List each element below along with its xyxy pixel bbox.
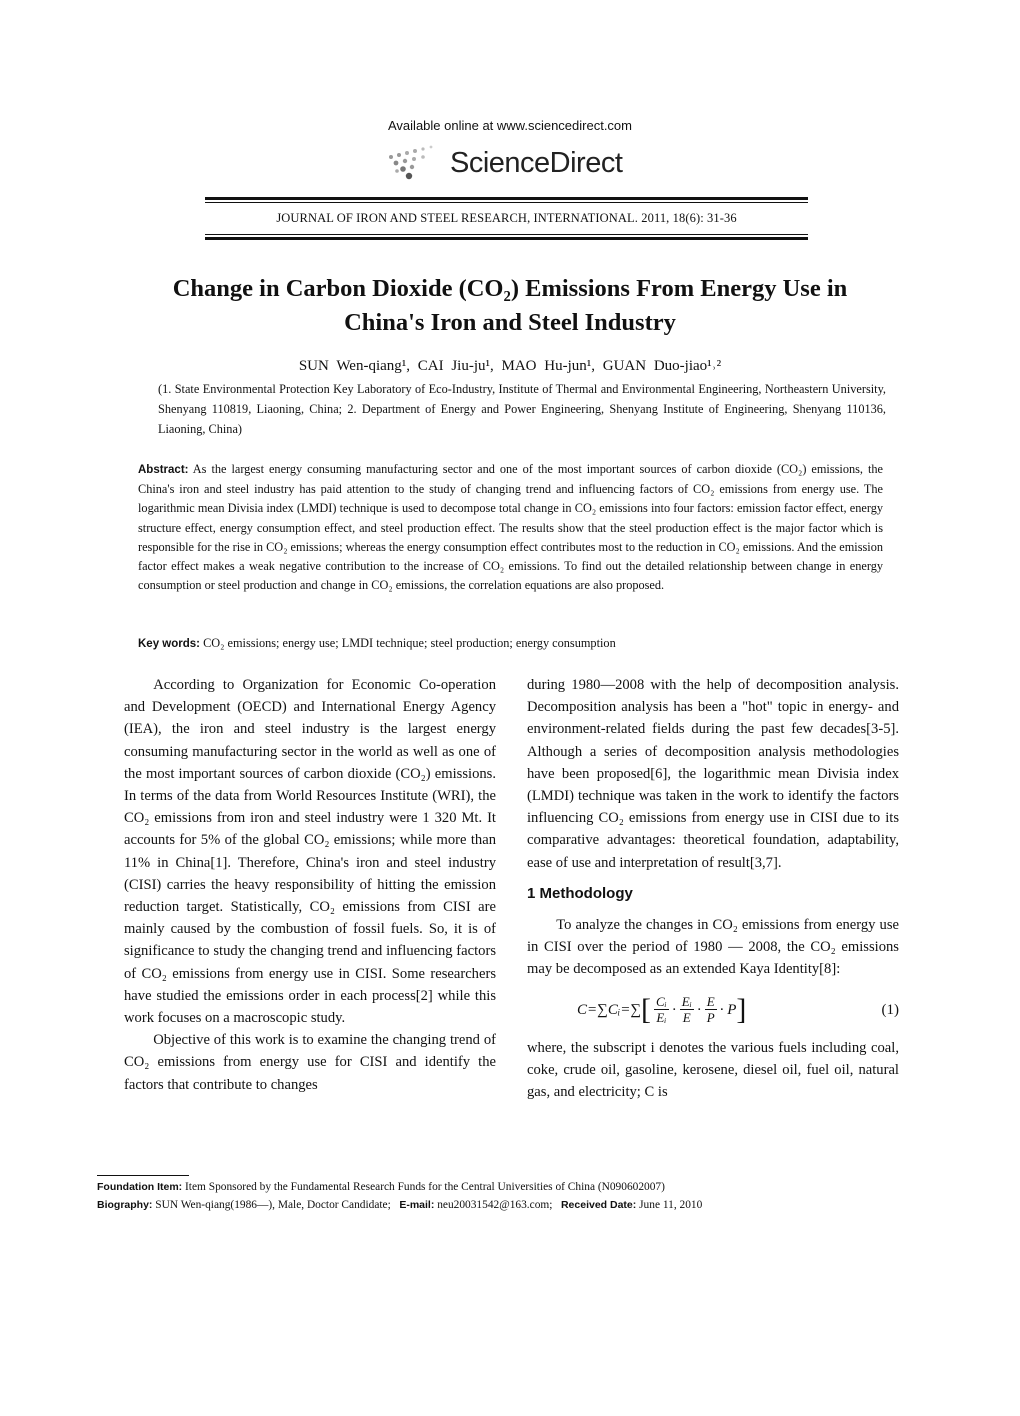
equation-bracket-right: ]: [736, 992, 747, 1026]
equation-tail: · P: [719, 1001, 737, 1018]
sciencedirect-logo-text: ScienceDirect: [450, 147, 623, 179]
title-line-1: Change in Carbon Dioxide (CO₂) Emissions From Energy Use in: [172, 275, 848, 302]
keywords-label: Key words:: [138, 638, 200, 650]
biography-label: Biography:: [97, 1199, 153, 1211]
header-rule-top-thin: [205, 202, 808, 203]
biography-footnote: [97, 1199, 927, 1211]
equation-dot: ·: [671, 1001, 677, 1018]
received-date: June 11, 2010: [639, 1199, 703, 1211]
equation-number: (1): [881, 1001, 899, 1018]
fraction-3-denominator: P: [706, 1010, 715, 1026]
section-heading-methodology: 1 Methodology: [527, 884, 633, 902]
equation-fraction-1: [654, 994, 669, 1025]
fraction-2-denominator: E: [682, 1010, 691, 1026]
equation-dot: ·: [696, 1001, 702, 1018]
fraction-3-numerator: E: [706, 994, 715, 1010]
affiliations: (1. State Environmental Protection Key Laboratory of Eco-Industry, Institute of Thermal and Environmental Engineering, Northeastern University, Shenyang 110819, Liaoning, China; 2. Department of Energy and Power Engineering, Shenyang Institute of Engineering, Shenyang 110136, Liaoning, China): [158, 382, 886, 436]
equation-fraction-2: [680, 994, 694, 1025]
left-column: [124, 674, 496, 1096]
footnote-rule: [97, 1175, 189, 1176]
equation-1: [527, 985, 899, 1035]
header-rule-bottom: [205, 237, 808, 240]
received-label: Received Date:: [560, 1199, 637, 1211]
keywords-text: CO₂ emissions; energy use; LMDI technique; steel production; energy consumption: [203, 636, 616, 650]
right-column: [527, 674, 899, 1103]
sciencedirect-logo: [385, 143, 645, 185]
title-line-2: China's Iron and Steel Industry: [344, 309, 676, 336]
author-list: SUN Wen-qiang¹, CAI Jiu-ju¹, MAO Hu-jun¹, GUAN Duo-jiao¹˒²: [298, 358, 722, 374]
email-label: E-mail:: [399, 1199, 435, 1211]
equation-lhs: C=∑Cᵢ=∑: [577, 1001, 642, 1018]
header-rule-bottom-thin: [205, 234, 808, 235]
foundation-text: Item Sponsored by the Fundamental Research Funds for the Central Universities of China (N090602007): [185, 1181, 665, 1193]
fraction-2-numerator: Eᵢ: [681, 994, 692, 1010]
sciencedirect-dots-icon: [385, 143, 447, 183]
foundation-label: Foundation Item:: [97, 1181, 183, 1193]
abstract-text: As the largest energy consuming manufacturing sector and one of the most important sources of carbon dioxide (CO₂) emissions, the China's iron and steel industry has paid attention to the study of changing trend and influencing factors of CO₂ emissions from energy use. The logarithmic mean Divisia index (LMDI) technique is used to decompose total change in CO₂ emissions into four factors: emission factor effect, energy structure effect, energy consumption effect, and steel production effect. The results show that the steel production effect is the major factor which is responsible for the rise in CO₂ emissions; whereas the energy consumption effect contributes most to the reduction in CO₂ emissions. And the emission factor effect makes a weak negative contribution to the increase of CO₂ emissions. To find out the detailed relationship between change in energy consumption or steel production and change in CO₂ emissions, the correlation equations are also proposed.: [138, 462, 883, 593]
intro-paragraph-1: According to Organization for Economic Co-operation and Development (OECD) and International Energy Agency (IEA), the iron and steel industry is the largest energy consuming manufacturing sector in the world as well as one of the most important sources of carbon dioxide (CO₂) emissions. In terms of the data from World Resources Institute (WRI), the CO₂ emissions from iron and steel industry were 1 320 Mt. It accounts for 5% of the global CO₂ emissions; while more than 11% in China[1]. Therefore, China's iron and steel industry (CISI) carries the heavy responsibility of hitting the emission reduction target. Statistically, CO₂ emissions from CISI are mainly caused by the combustion of fossil fuels. So, it is of significance to study the changing trend and influencing factors of CO₂ emissions from energy use in CISI. Some researchers have studied the emissions order in each process[2] while this work focuses on a macroscopic study.: [124, 677, 496, 1027]
available-online-text: Available online at www.sciencedirect.com: [388, 118, 632, 133]
abstract: [138, 460, 883, 595]
fraction-1-numerator: Cᵢ: [656, 994, 667, 1010]
email-text: neu20031542@163.com;: [437, 1199, 553, 1211]
article-title: [120, 272, 900, 340]
equation-bracket-left: [: [641, 992, 652, 1026]
biography-text: SUN Wen-qiang(1986—), Male, Doctor Candidate;: [155, 1199, 391, 1211]
journal-citation: JOURNAL OF IRON AND STEEL RESEARCH, INTERNATIONAL. 2011, 18(6): 31-36: [276, 211, 737, 225]
header-rule-top: [205, 197, 808, 200]
methodology-paragraph-1: To analyze the changes in CO₂ emissions from energy use in CISI over the period of 1980 — 2008, the CO₂ emissions may be decomposed as an extended Kaya Identity[8]:: [527, 917, 899, 978]
foundation-footnote: [97, 1181, 927, 1193]
abstract-label: Abstract:: [138, 464, 189, 476]
keywords: [138, 636, 883, 651]
intro-paragraph-3: during 1980—2008 with the help of decomposition analysis. Decomposition analysis has been a "hot" topic in energy- and environment-related fields during the past few decades[3-5]. Although a series of decomposition analysis methodologies have been proposed[6], the logarithmic mean Divisia index (LMDI) technique was taken in the work to identify the factors influencing CO₂ emissions from energy use in CISI due to its comparative advantages: theoretical foundation, adaptability, ease of use and interpretation of result[3,7].: [527, 677, 899, 871]
methodology-paragraph-2: where, the subscript i denotes the various fuels including coal, coke, crude oil, gasoline, kerosene, diesel oil, fuel oil, natural gas, and electricity; C is: [527, 1039, 899, 1101]
equation-fraction-3: [705, 994, 717, 1025]
fraction-1-denominator: Eᵢ: [656, 1010, 667, 1026]
intro-paragraph-2: Objective of this work is to examine the changing trend of CO₂ emissions from energy use for CISI and identify the factors that contribute to changes: [124, 1032, 496, 1093]
